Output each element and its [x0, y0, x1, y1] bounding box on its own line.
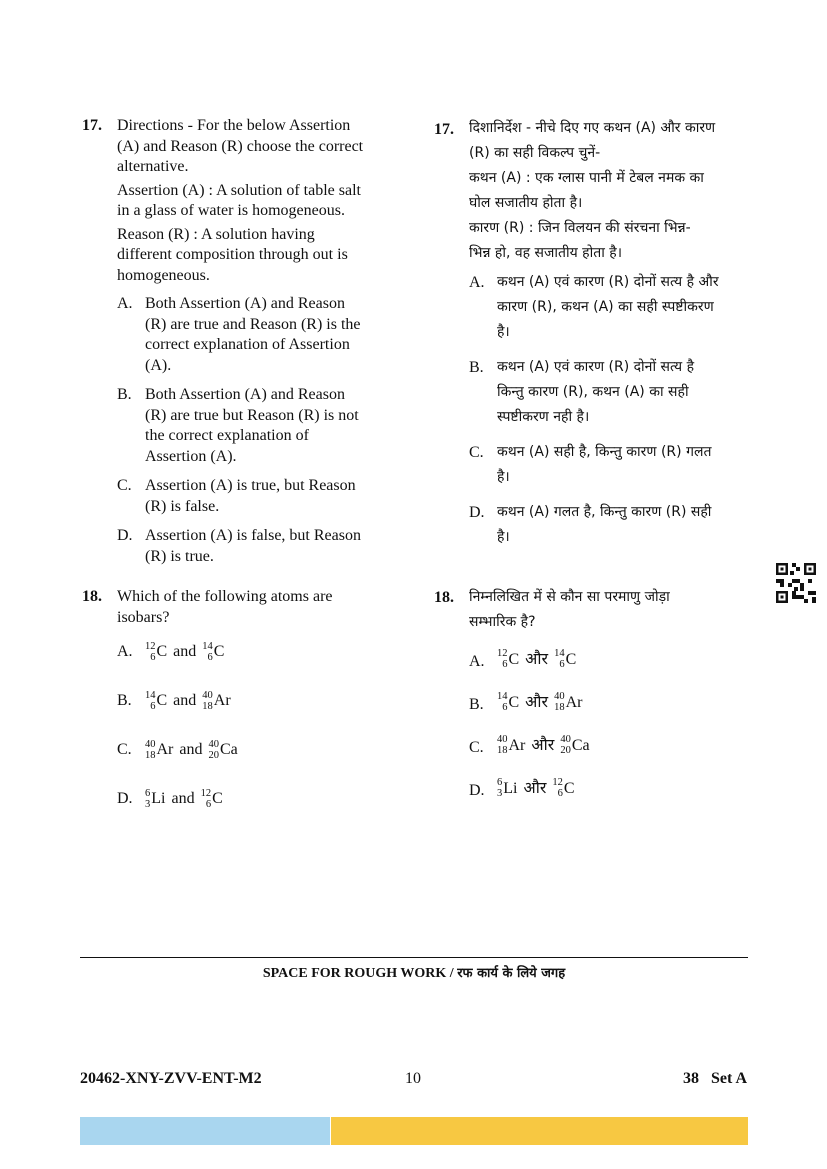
- text-line: कथन (A) एवं कारण (R) दोनों सत्य है: [497, 359, 695, 375]
- text-line: Assertion (A) is true, but Reason: [145, 477, 356, 494]
- text-line: Both Assertion (A) and Reason: [145, 386, 345, 403]
- conjunction: और: [525, 650, 549, 668]
- text-line: Which of the following atoms are: [117, 588, 333, 605]
- text-line: alternative.: [117, 158, 189, 175]
- nuclide: [554, 690, 582, 715]
- q18-en-block: [82, 587, 400, 819]
- option-a[interactable]: [117, 294, 400, 376]
- option-label: A.: [469, 653, 485, 670]
- text-line: कारण (R), कथन (A) का सही स्पष्टीकरण: [497, 299, 714, 315]
- text-line: in a glass of water is homogeneous.: [117, 202, 345, 219]
- conjunction: and: [173, 642, 197, 660]
- rough-work-label-en: SPACE FOR ROUGH WORK /: [262, 966, 458, 981]
- q17-hi-assertion: [469, 166, 754, 216]
- option-label: B.: [469, 696, 484, 713]
- text-line: (R) का सही विकल्प चुनें-: [469, 145, 601, 161]
- text-line: कथन (A) सही है, किन्तु कारण (R) गलत: [497, 444, 712, 460]
- conjunction: and: [173, 691, 197, 709]
- text-line: homogeneous.: [117, 266, 210, 284]
- mass-number: 40: [497, 734, 508, 745]
- option-d[interactable]: [469, 768, 754, 808]
- atomic-number: 6: [207, 652, 213, 663]
- rough-work-label: [80, 963, 748, 982]
- question-17-english: [82, 116, 400, 576]
- element-symbol: C: [508, 650, 520, 668]
- option-label: D.: [469, 782, 485, 799]
- option-label: D.: [117, 527, 133, 544]
- option-label: A.: [469, 274, 485, 291]
- nuclide: [202, 641, 224, 663]
- option-c[interactable]: [469, 725, 754, 765]
- option-d[interactable]: [117, 779, 400, 819]
- mass-number: 6: [497, 777, 503, 788]
- element-symbol: Ar: [508, 736, 526, 754]
- mass-number: 14: [497, 691, 508, 702]
- option-c[interactable]: [117, 476, 400, 517]
- element-symbol: Ca: [571, 736, 590, 754]
- option-b[interactable]: [469, 682, 754, 722]
- conjunction: and: [179, 740, 203, 758]
- atomic-number: 6: [502, 702, 508, 713]
- atomic-number: 20: [560, 745, 571, 756]
- option-c[interactable]: [117, 730, 400, 770]
- conjunction: और: [523, 779, 547, 797]
- option-label: C.: [469, 444, 484, 461]
- set-label: 38 Set A: [683, 1070, 747, 1087]
- text-line: किन्तु कारण (R), कथन (A) का सही: [497, 384, 689, 400]
- mass-number: 40: [560, 734, 571, 745]
- mass-number: 40: [208, 739, 219, 750]
- option-label: A.: [117, 643, 133, 660]
- text-line: isobars?: [117, 608, 170, 626]
- question-number: 17.: [434, 121, 454, 138]
- option-label: B.: [117, 386, 132, 403]
- text-line: (A).: [145, 356, 172, 374]
- element-symbol: C: [563, 779, 575, 797]
- option-label: D.: [469, 504, 485, 521]
- element-symbol: Li: [151, 789, 166, 807]
- option-a[interactable]: [117, 632, 400, 672]
- page-number: 10: [405, 1070, 421, 1087]
- mass-number: 12: [552, 777, 563, 788]
- mass-number: 6: [145, 788, 151, 799]
- option-label: A.: [117, 295, 133, 312]
- option-b[interactable]: [469, 355, 754, 430]
- q17-en-block: [82, 116, 400, 567]
- option-a[interactable]: [469, 639, 754, 679]
- atomic-number: 18: [497, 745, 508, 756]
- atomic-number: 6: [502, 659, 508, 670]
- nuclide: [560, 733, 589, 758]
- q17-en-directions: [117, 116, 400, 178]
- question-17-hindi: [434, 116, 754, 560]
- question-18-hindi: [434, 585, 754, 811]
- text-line: correct explanation of Assertion: [145, 336, 350, 353]
- nuclide: [202, 690, 230, 712]
- mass-number: 12: [145, 641, 156, 652]
- atomic-number: 18: [554, 702, 565, 713]
- mass-number: 40: [202, 690, 213, 701]
- qr-code-icon: [776, 563, 816, 603]
- mass-number: 12: [200, 788, 212, 799]
- element-symbol: Ca: [220, 740, 238, 758]
- text-line: Assertion (A) : A solution of table salt: [117, 181, 361, 199]
- option-c[interactable]: [469, 440, 754, 490]
- text-line: है।: [497, 469, 510, 485]
- rough-work-label-hi: रफ कार्य के लिये जगह: [457, 966, 566, 981]
- mass-number: 14: [145, 690, 156, 701]
- footer-bar-left: [80, 1117, 330, 1145]
- atomic-number: 6: [205, 799, 212, 810]
- text-line: Assertion (A) is false, but Reason: [145, 527, 361, 544]
- text-line: कारण (R) : जिन विलयन की संरचना भिन्न-: [469, 220, 691, 236]
- text-line: कथन (A) गलत है, किन्तु कारण (R) सही: [497, 504, 712, 520]
- element-symbol: C: [508, 693, 520, 711]
- option-label: B.: [117, 692, 132, 709]
- option-label: C.: [117, 477, 132, 494]
- mass-number: 14: [554, 648, 565, 659]
- text-line: Both Assertion (A) and Reason: [145, 295, 345, 312]
- q17-hi-block: [434, 116, 754, 550]
- mass-number: 12: [497, 648, 508, 659]
- option-d[interactable]: [117, 526, 400, 567]
- nuclide: [209, 739, 238, 761]
- option-a[interactable]: [469, 270, 754, 345]
- option-b[interactable]: [117, 681, 400, 721]
- option-label: C.: [117, 741, 132, 758]
- element-symbol: Ar: [565, 693, 583, 711]
- mass-number: 40: [554, 691, 565, 702]
- footer-bar-right: [331, 1117, 748, 1145]
- text-line: the correct explanation of: [145, 427, 309, 444]
- conjunction: और: [525, 693, 549, 711]
- text-line: (R) is false.: [145, 497, 220, 515]
- element-symbol: C: [565, 650, 577, 668]
- q17-hi-reason: [469, 216, 754, 266]
- paper-code: 20462-XNY-ZVV-ENT-M2: [80, 1070, 262, 1087]
- option-label: B.: [469, 359, 484, 376]
- atomic-number: 18: [145, 750, 156, 761]
- text-line: कथन (A) : एक ग्लास पानी में टेबल नमक का: [469, 170, 704, 186]
- question-number: 18.: [82, 588, 102, 605]
- text-line: घोल सजातीय होता है।: [469, 195, 583, 211]
- atomic-number: 20: [208, 750, 219, 761]
- rough-work-divider: [80, 957, 748, 958]
- q17-en-reason: [117, 225, 400, 287]
- element-symbol: C: [156, 642, 168, 660]
- q17-en-options: [117, 294, 400, 567]
- element-symbol: Ar: [213, 691, 231, 709]
- nuclide: [145, 739, 173, 761]
- option-label: C.: [469, 739, 484, 756]
- element-symbol: Ar: [156, 740, 174, 758]
- text-line: Assertion (A).: [145, 447, 237, 465]
- q17-en-assertion: [117, 181, 400, 222]
- q17-hi-options: [469, 270, 754, 550]
- q17-hi-directions: [469, 116, 754, 166]
- nuclide: [201, 788, 223, 810]
- text-line: (A) and Reason (R) choose the correct: [117, 137, 364, 155]
- text-line: सम्भारिक है?: [469, 614, 536, 630]
- atomic-number: 6: [559, 659, 565, 670]
- nuclide: [497, 690, 519, 715]
- atomic-number: 18: [202, 701, 213, 712]
- nuclide: [145, 788, 165, 810]
- option-d[interactable]: [469, 500, 754, 550]
- element-symbol: C: [212, 789, 223, 807]
- text-line: स्पष्टीकरण नही है।: [497, 409, 590, 425]
- atomic-number: 3: [497, 788, 503, 799]
- nuclide: [497, 776, 517, 801]
- atomic-number: 6: [557, 788, 563, 799]
- text-line: (R) are true but Reason (R) is not: [145, 406, 359, 424]
- element-symbol: C: [213, 642, 225, 660]
- mass-number: 40: [145, 739, 156, 750]
- text-line: (R) is true.: [145, 547, 214, 565]
- text-line: (R) are true and Reason (R) is the: [145, 315, 361, 333]
- text-line: Directions - For the below Assertion: [117, 117, 351, 134]
- text-line: है।: [497, 324, 510, 340]
- text-line: different composition through out is: [117, 246, 348, 263]
- element-symbol: C: [156, 691, 168, 709]
- text-line: दिशानिर्देश - नीचे दिए गए कथन (A) और कारण: [469, 120, 716, 136]
- nuclide: [497, 647, 519, 672]
- nuclide: [145, 690, 167, 712]
- nuclide: [497, 733, 525, 758]
- conjunction: and: [171, 789, 195, 807]
- text-line: है।: [497, 529, 510, 545]
- atomic-number: 3: [145, 799, 151, 810]
- atomic-number: 6: [150, 652, 156, 663]
- nuclide: [145, 641, 167, 663]
- text-line: Reason (R) : A solution having: [117, 225, 315, 243]
- text-line: कथन (A) एवं कारण (R) दोनों सत्य है और: [497, 274, 719, 290]
- element-symbol: Li: [503, 779, 518, 797]
- text-line: भिन्न हो, वह सजातीय होता है।: [469, 245, 623, 261]
- nuclide: [552, 776, 574, 801]
- nuclide: [554, 647, 576, 672]
- text-line: निम्नलिखित में से कौन सा परमाणु जोड़ा: [469, 589, 670, 605]
- question-18-english: [82, 587, 400, 828]
- atomic-number: 6: [150, 701, 156, 712]
- q18-hi-options: [469, 639, 754, 808]
- mass-number: 14: [202, 641, 213, 652]
- question-number: 18.: [434, 589, 454, 606]
- q18-hi-block: [434, 585, 754, 808]
- question-number: 17.: [82, 117, 102, 134]
- conjunction: और: [531, 736, 555, 754]
- option-label: D.: [117, 790, 133, 807]
- q18-en-options: [117, 632, 400, 819]
- option-b[interactable]: [117, 385, 400, 467]
